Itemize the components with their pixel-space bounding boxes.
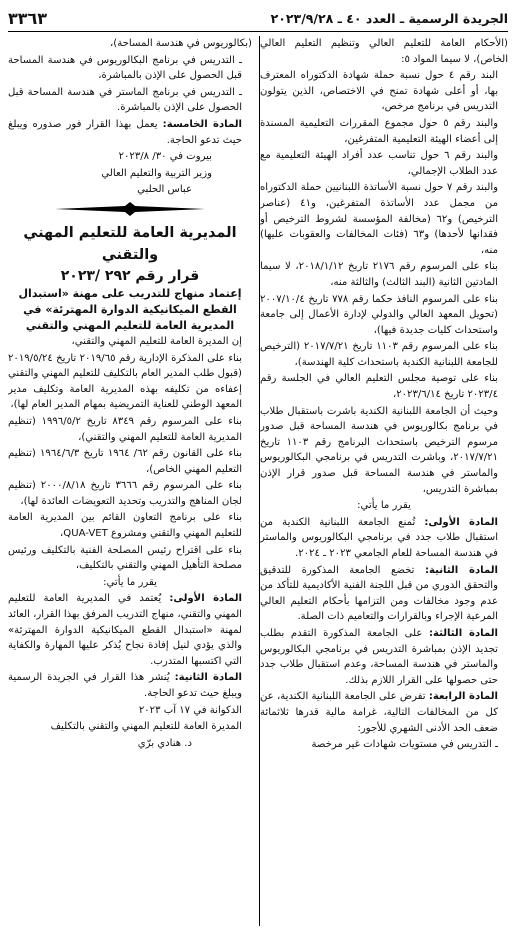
list-item: ـ التدريس في برنامج البكالوريوس في هندسة المساحة قبل الحصول على الإذن بالمباشرة، xyxy=(8,54,242,82)
left-column xyxy=(8,36,252,928)
article-text: يُنشر هذا القرار في الجريدة الرسمية ويبلغ حيث تدعو الحاجة. xyxy=(8,672,242,699)
journal-name: الجريدة الرسمية ـ العدد xyxy=(365,10,508,26)
paragraph: بناء على المرسوم رقم ٣٦٦٦ تاريخ ٢٠٠٠/٨/١٨ (تنظيم لجان المناهج والتدريب وتحديد التعويضات العائدة لها)، xyxy=(8,480,242,507)
signature-title: المديرة العامة للتعليم المهني والتقني بالتكليف xyxy=(50,721,242,733)
signature-title: وزير التربية والتعليم العالي xyxy=(101,167,212,179)
page-header xyxy=(8,6,508,30)
article-text: تُمنع الجامعة اللبنانية الكندية من استقبال طلاب جدد في برنامجي البكالوريوس والماستر في هندسة المساحة للعام الجامعي ٢٠٢٣ ـ ٢٠٢٤. xyxy=(260,516,498,559)
article-label: المادة الأولى: xyxy=(169,593,243,605)
article-label: المادة الثانية: xyxy=(424,564,498,576)
paragraph: بناء على القانون رقم ٦٢/ ١٩٦٤ تاريخ ١٩٦٤/٦/٣ (تنظيم التعليم المهني الخاص)، xyxy=(8,448,242,475)
article-text: يعمل بهذا القرار فور صدوره ويبلغ حيث تدعو الحاجة. xyxy=(8,118,242,146)
paragraph: بناء على المرسوم رقم ٨٣٤٩ تاريخ ١٩٩٦/٥/٢ (تنظيم المديرية العامة للتعليم المهني والتقني)، xyxy=(8,415,242,443)
article xyxy=(8,117,252,148)
right-column xyxy=(260,36,508,928)
issue-number: ٤٠ xyxy=(346,10,362,26)
article xyxy=(260,626,508,688)
paragraph: بناء على برنامج التعاون القائم بين المديرية العامة للتعليم المهني والتقني ومشروع QUA-VET، xyxy=(8,512,242,540)
article-text: على الجامعة المذكورة التقدم بطلب تجديد الإذن بمباشرة التدريس في برنامجي البكالوريوس والماستر في هندسة المساحة، وعدم استقبال طلاب جدد حتى حصولها على القرار اللازم بذلك. xyxy=(260,627,498,686)
list-item: ـ التدريس في برنامج الماستر في هندسة المساحة قبل الحصول على الإذن بالمباشرة. xyxy=(8,86,242,114)
paragraph: والبند رقم ٧ حول نسبة الأساتذة اللبنانيين حملة الدكتوراه من مجمل عدد الأساتذة المتفرغين، و٤١ (عناصر الترخيص) و٦٢ (مخالفة المؤسسة لشروط الترخيص أو فقدانها لأحدها) و٦٣ (فئات المخالفات والعقوبات عليها) منه، xyxy=(260,182,499,256)
page-number: ٣٣٦٣ xyxy=(8,8,48,28)
article-text: تفرض على الجامعة اللبنانية الكندية، عن كل من المخالفات التالية، غرامة مالية قدرها ثلاثمائة ضعف الحد الأدنى الشهري للأجور: xyxy=(260,691,498,734)
signature-name: د. هنادي برّي xyxy=(137,737,192,749)
decides-heading: يقرر ما يأتي: xyxy=(357,500,411,512)
article xyxy=(260,515,508,562)
article-label: المادة الأولى: xyxy=(424,516,498,528)
decides-heading: يقرر ما يأتي: xyxy=(103,576,157,588)
article xyxy=(260,689,508,736)
issue-date: ـ ٢٠٢٣/٩/٢٨ xyxy=(270,10,342,26)
paragraph: (الأحكام العامة للتعليم العالي وتنظيم التعليم العالي الخاص)، لا سيما المواد ٥: xyxy=(260,38,508,65)
paragraph: البند رقم ٤ حول نسبة حملة شهادة الدكتوراه المعترف بها، أو أعلى شهادة تمنح في الاختصاص، الذين يتولون التدريس في برنامج مرخص، xyxy=(260,70,499,113)
article-label: المادة الرابعة: xyxy=(428,691,498,703)
article-label: المادة الخامسة: xyxy=(162,118,242,130)
section-ornament xyxy=(8,202,252,218)
article xyxy=(8,591,252,669)
paragraph: بناء على المرسوم رقم ١١٠٣ تاريخ ٢٠١٧/٧/٢١ (الترخيص للجامعة اللبنانية الكندية باستحداث كلية الهندسة)، xyxy=(260,341,498,368)
paragraph: والبند رقم ٦ حول تناسب عدد أفراد الهيئة التعليمية مع عدد الطلاب الإجمالي، xyxy=(260,150,499,177)
header-rule xyxy=(8,31,508,32)
paragraph: بناء على توصية مجلس التعليم العالي في الجلسة رقم ٢٠٢٣/٤ تاريخ ٢٠٢٣/٦/١٤، xyxy=(260,373,498,401)
signature-place-date: الدكوانة في ١٧ آب ٢٠٢٣ xyxy=(138,704,242,716)
paragraph: إن المديرة العامة للتعليم المهني والتقني، xyxy=(71,335,242,347)
journal-title xyxy=(271,11,508,26)
paragraph: بناء على المذكرة الإدارية رقم ٢٠١٩/٦٥ تاريخ ٢٠١٩/٥/٢٤ (قبول طلب المدير العام بالتكليف للتعليم المهني والتقني إعفاءه من تكليفه بهذه المديرية العامة وتكليف مدير المعهد الوطني للعناية التمريضية بمهام المدير العام لها)، xyxy=(8,352,242,411)
decision-number: قرار رقم ٢٩٢ /٢٠٢٣ xyxy=(60,267,200,284)
directorate-title: المديرية العامة للتعليم المهني والتقني xyxy=(23,224,237,263)
paragraph: بناء على المرسوم النافذ حكما رقم ٧٧٨ تاريخ ٢٠٠٧/١٠/٤ (تحويل المعهد العالي والدولي لإدارة الأعمال إلى جامعة واستحداث كليات جديدة فيها)، xyxy=(260,293,498,336)
article xyxy=(260,563,508,625)
paragraph: وحيث أن الجامعة اللبنانية الكندية باشرت باستقبال طلاب في برنامج بكالوريوس في هندسة المساحة قبل صدور مرسوم الترخيص باستحداث البرنامج رقم ١١٠٣ تاريخ ٢٠١٧/٧/٢١، وباشرت التدريس في برنامجي البكالوريوس والماستر في هندسة المساحة قبل صدور قرار الإذن بمباشرة التدريس، xyxy=(260,405,498,495)
article-label: المادة الثالثة: xyxy=(428,627,498,639)
article-label: المادة الثانية: xyxy=(174,672,242,684)
paragraph: بناء على المرسوم رقم ٢١٧٦ تاريخ ٢٠١٨/١/١٢، لا سيما المادتين الثانية (البند الثالث) والثالثة منه، xyxy=(260,261,498,288)
paragraph: بناء على اقتراح رئيس المصلحة الفنية بالتكليف ورئيس مصلحة التأهيل المهني والتقني بالتكليف، xyxy=(8,544,242,572)
signature-name: عباس الحلبي xyxy=(137,184,192,196)
paragraph: والبند رقم ٥ حول مجموع المقررات التعليمية المسندة إلى أعضاء الهيئة التعليمية المتفرغين، xyxy=(260,117,498,145)
list-item: (بكالوريوس في هندسة المساحة)، xyxy=(110,38,252,49)
article-text: تخضع الجامعة المذكورة للتدقيق والتحقق الدوري من قبل اللجنة الفنية الأكاديمية للتأكد من عدم وجود مخالفات ومن التزامها بأحكام التعليم العالي المرعية الإجراء وبالقرارات والتعاميم ذات الصلة. xyxy=(260,564,498,623)
signature-place-date: بيروت في ٣٠/ ٢٠٢٣/٨ xyxy=(118,151,212,163)
article-text: يُعتمد في المديرية العامة للتعليم المهني والتقني، منهاج التدريب المرفق بهذا القرار، العائد لمهنة «استبدال القطع الميكانيكية الدوارة المهترئة» والذي يؤدي لنيل إفادة نجاح يُذكر عليها المهارة والكفاية التي اكتسبها المتدرب. xyxy=(8,593,242,667)
article xyxy=(8,670,252,701)
decision-subject: إعتماد منهاج للتدريب على مهنة «استبدال القطع الميكانيكية الدوارة المهترئة» في المديرية العامة للتعليم المهني والتقني xyxy=(18,286,242,332)
list-item: ـ التدريس في مستويات شهادات غير مرخصة xyxy=(311,739,498,751)
ornament-line xyxy=(55,202,205,216)
